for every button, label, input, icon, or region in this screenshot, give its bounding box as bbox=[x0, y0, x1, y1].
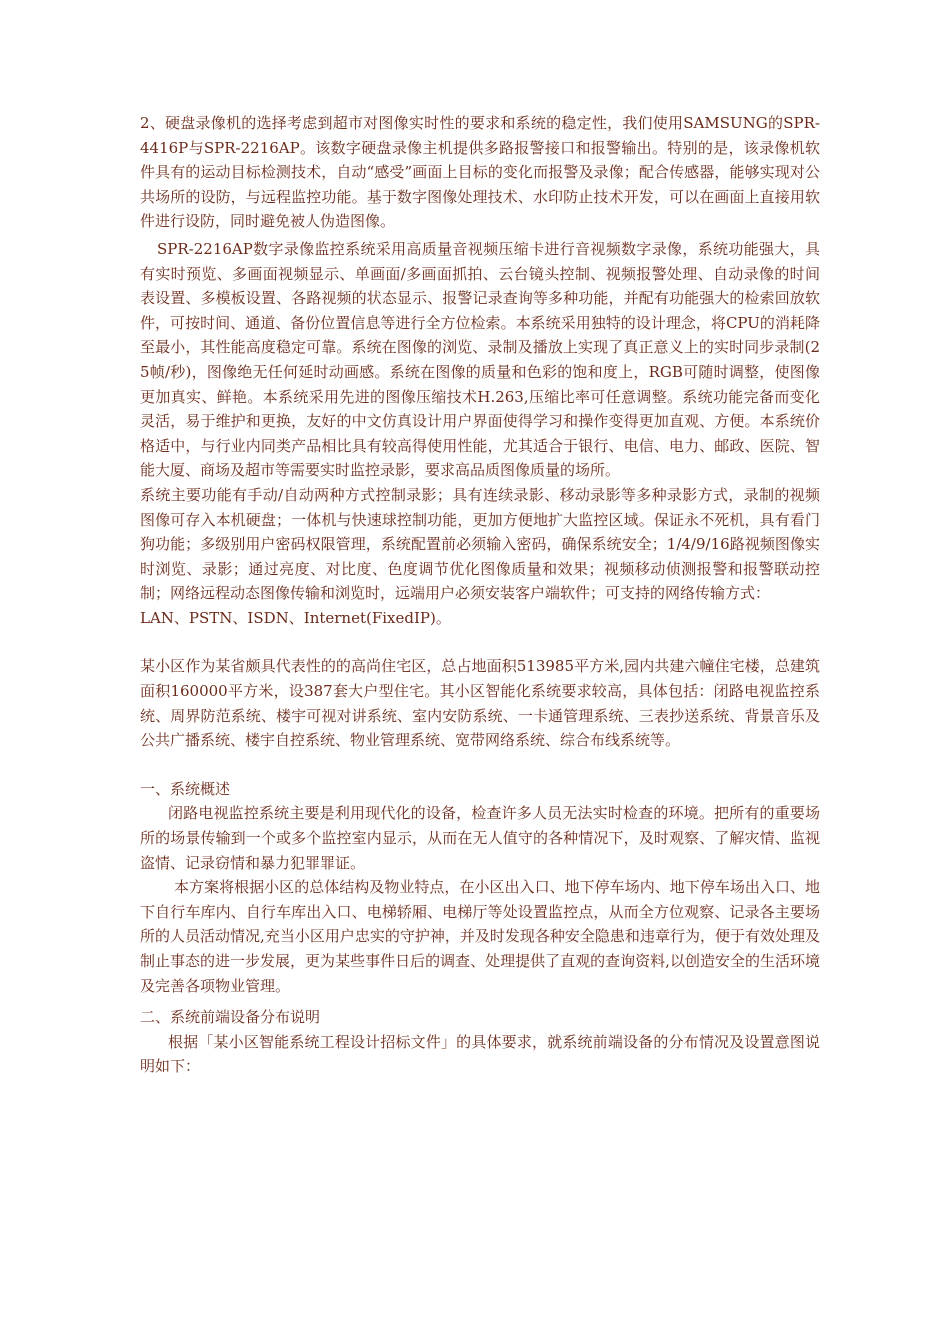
heading-system-overview: 一、系统概述 bbox=[140, 779, 231, 798]
paragraph-dvr-selection: 2、硬盘录像机的选择考虑到超市对图像实时性的要求和系统的稳定性，我们使用SAMSUNG的SPR-4416P与SPR-2216AP。该数字硬盘录像主机提供多路报警接口和报警输出。特别的是，该录像机软件具有的运动目标检测技术，自动“感受”画面上目标的变化而报警及录像；配合传感器，能够实现对公共场所的设防，与远程监控功能。基于数字图像处理技术、水印防止技术开发，可以在画面上直接用软件进行设防，同时避免被人伪造图像。 bbox=[140, 114, 820, 231]
paragraph-main-functions: 系统主要功能有手动/自动两种方式控制录影；具有连续录影、移动录影等多种录影方式，录制的视频图像可存入本机硬盘；一体机与快速球控制功能，更加方便地扩大监控区域。保证永不死机，具有看门狗功能；多级别用户密码权限管理，系统配置前必须输入密码，确保系统安全；1/4/9/16路视频图像实时浏览、录影；通过亮度、对比度、色度调节优化图像质量和效果；视频移动侦测报警和报警联动控制；网络远程动态图像传输和浏览时，远端用户必须安装客户端软件；可支持的网络传输方式： bbox=[140, 485, 820, 603]
paragraph-spr-2216ap-overview: SPR-2216AP数字录像监控系统采用高质量音视频压缩卡进行音视频数字录像，系统功能强大，具有实时预览、多画面视频显示、单画面/多画面抓拍、云台镜头控制、视频报警处理、自动录像的时间表设置、多模板设置、各路视频的状态显示、报警记录查询等多种功能，并配有功能强大的检索回放软件，可按时间、通道、备份位置信息等进行全方位检索。本系统采用独特的设计理念，将CPU的消耗降至最小，其性能高度稳定可靠。系统在图像的浏览、录制及播放上实现了真正意义上的实时同步录制(25帧/秒)，图像绝无任何延时动画感。系统在图像的质量和色彩的饱和度上，RGB可随时调整，使图像更加真实、鲜艳。本系统采用先进的图像压缩技术H.263,压缩比率可任意调整。系统功能完备而变化灵活，易于维护和更换，友好的中文仿真设计用户界面使得学习和操作变得更加直观、方便。本系统价格适中，与行业内同类产品相比具有较高得使用性能，尤其适合于银行、电信、电力、邮政、医院、智能大厦、商场及超市等需要实时监控录影，要求高品质图像质量的场所。 bbox=[140, 239, 820, 480]
paragraph-tender-requirements: 根据「某小区智能系统工程设计招标文件」的具体要求，就系统前端设备的分布情况及设置意图说明如下： bbox=[140, 1032, 820, 1076]
heading-frontend-distribution: 二、系统前端设备分布说明 bbox=[140, 1008, 321, 1027]
paragraph-residential-area: 某小区作为某省颇具代表性的的高尚住宅区，总占地面积513985平方米,园内共建六幢住宅楼，总建筑面积160000平方米，设387套大户型住宅。其小区智能化系统要求较高，具体包括：闭路电视监控系统、周界防范系统、楼宇可视对讲系统、室内安防系统、一卡通管理系统、三表抄送系统、背景音乐及公共广播系统、楼宇自控系统、物业管理系统、宽带网络系统、综合布线系统等。 bbox=[140, 657, 820, 750]
paragraph-cctv-purpose: 闭路电视监控系统主要是利用现代化的设备，检查许多人员无法实时检查的环境。把所有的重要场所的场景传输到一个或多个监控室内显示，从而在无人值守的各种情况下，及时观察、了解灾情、监视盗情、记录窃情和暴力犯罪罪证。 bbox=[140, 804, 820, 872]
paragraph-monitoring-plan: 本方案将根据小区的总体结构及物业特点，在小区出入口、地下停车场内、地下停车场出入口、地下自行车库内、自行车库出入口、电梯轿厢、电梯厅等处设置监控点，从而全方位观察、记录各主要场所的人员活动情况,充当小区用户忠实的守护神，并及时发现各种安全隐患和违章行为，便于有效处理及制止事态的进一步发展，更为某些事件日后的调查、处理提供了直观的查询资料,以创造安全的生活环境及完善各项物业管理。 bbox=[140, 878, 820, 995]
paragraph-network-methods: LAN、PSTN、ISDN、Internet(FixedIP)。 bbox=[140, 608, 451, 627]
document-page bbox=[140, 111, 820, 1079]
